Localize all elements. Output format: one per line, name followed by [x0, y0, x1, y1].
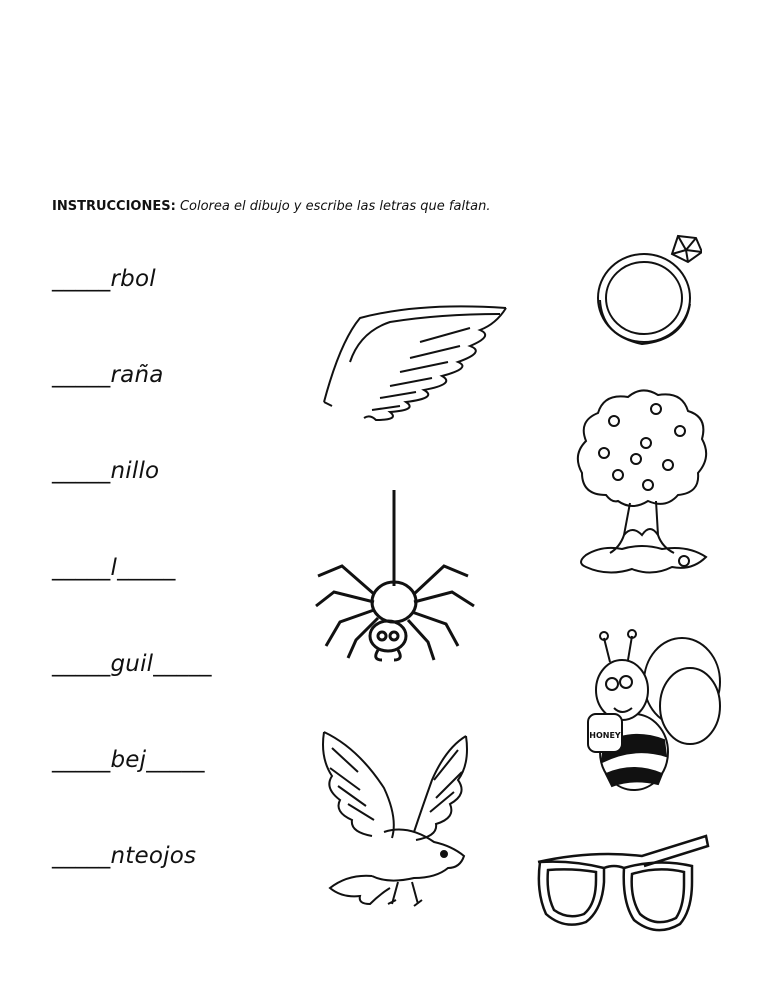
word-ala: _____l_____	[52, 555, 176, 581]
instructions	[52, 199, 491, 214]
sunglasses-image	[532, 832, 712, 946]
word-aguila: _____guil_____	[52, 651, 212, 677]
wing-image	[320, 302, 510, 426]
tree-image	[572, 385, 714, 585]
eagle-image	[318, 728, 472, 914]
instructions-label: INSTRUCCIONES:	[52, 199, 176, 214]
word-anteojos: _____nteojos	[52, 843, 197, 869]
word-anillo: _____nillo	[52, 458, 160, 484]
instructions-text: Colorea el dibujo y escribe las letras que faltan.	[179, 199, 491, 214]
word-abeja: _____bej_____	[52, 747, 205, 773]
word-arana: _____raña	[52, 362, 164, 388]
spider-image	[312, 490, 478, 668]
honey-label: HONEY	[589, 731, 621, 740]
word-arbol: _____rbol	[52, 266, 156, 292]
ring-image	[592, 228, 702, 350]
bee-image	[582, 628, 724, 798]
